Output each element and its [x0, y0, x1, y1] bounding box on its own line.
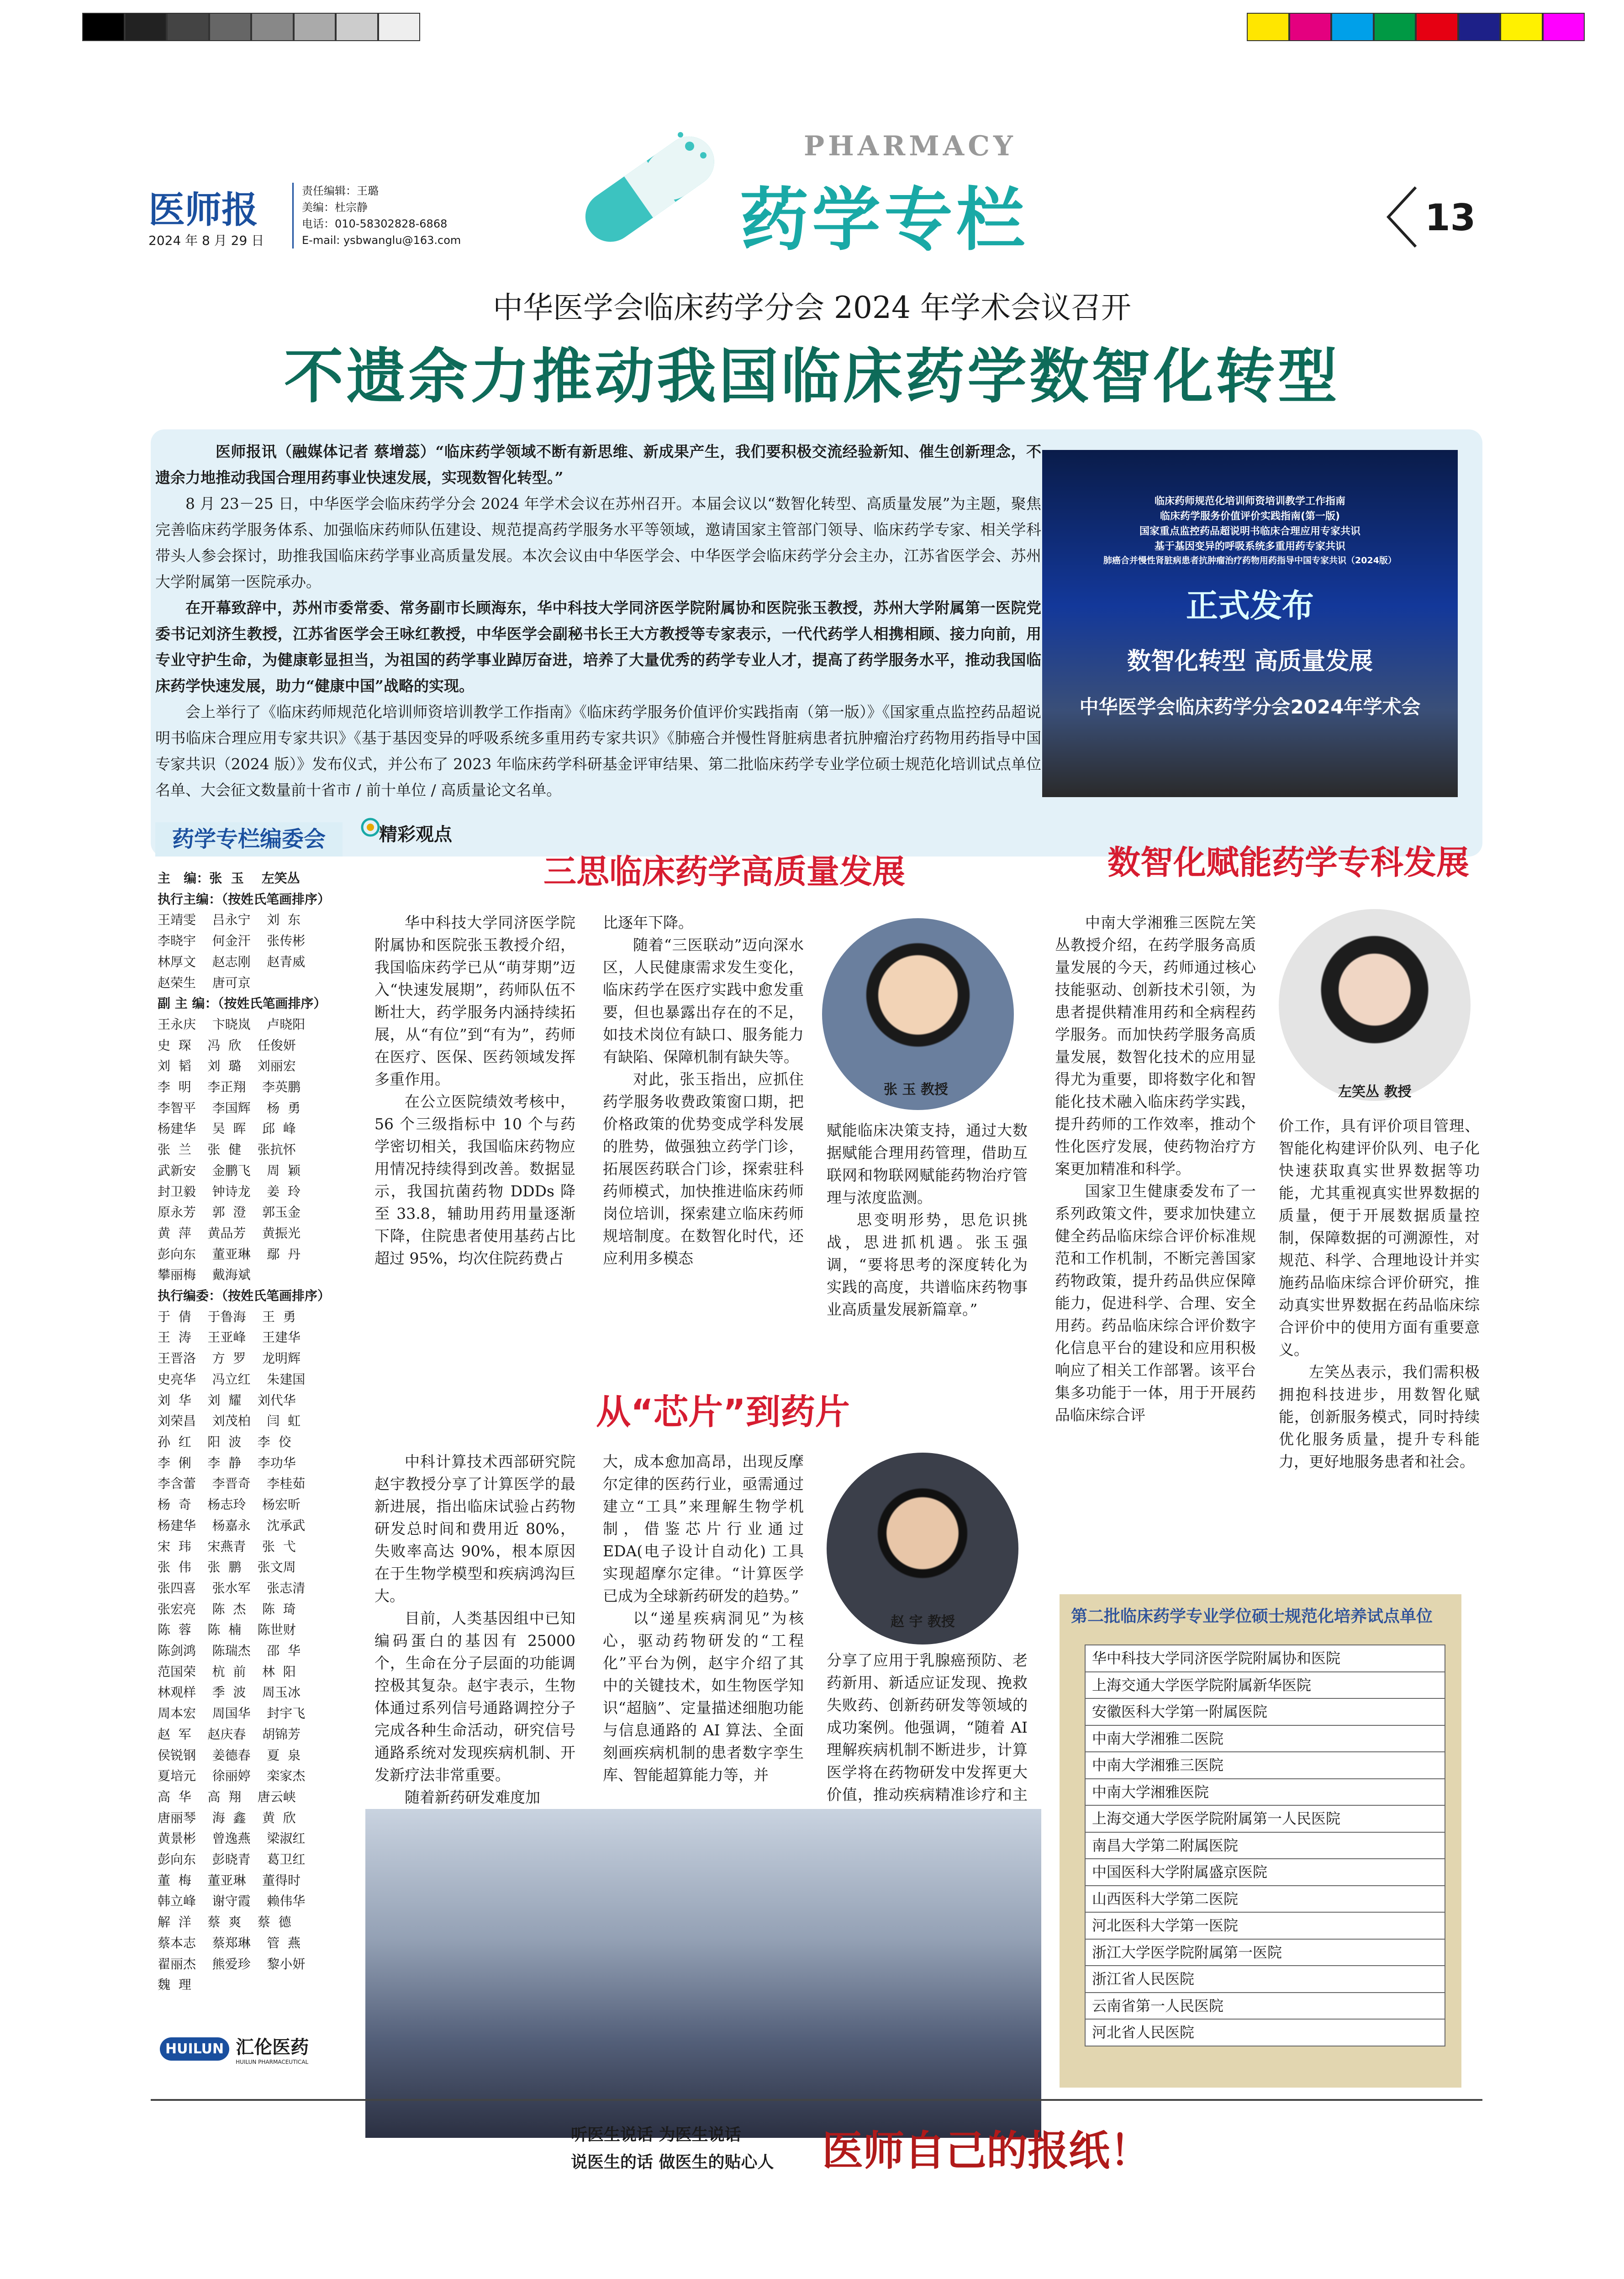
stage-text: 临床药师规范化培训师资培训教学工作指南	[1154, 496, 1345, 507]
article-column	[603, 911, 804, 1269]
committee-line: 孙 红 阳 波 李 佼	[158, 1434, 291, 1449]
stage-text: 临床药学服务价值评价实践指南(第一版)	[1160, 511, 1340, 522]
committee-line: 周本宏 周国华 封宇飞	[158, 1706, 306, 1721]
capsule-icon	[562, 128, 735, 247]
committee-line: 张 兰 张 健 张抗怀	[158, 1142, 296, 1158]
article-column	[827, 1119, 1028, 1321]
page-chevron-icon	[1384, 185, 1420, 249]
article-paragraph: 华中科技大学同济医学院附属协和医院张玉教授介绍，我国临床药学已从“萌芽期”迈入“快速发展期”，药师队伍不断壮大，药学服务内涵持续拓展，从“有位”到“有为”，药师在医疗、医保、医药领域发挥多重作用。	[374, 914, 575, 1088]
committee-line: 张宏亮 陈 杰 陈 琦	[158, 1601, 296, 1617]
committee-line: 李晓宇 何金汗 张传彬	[158, 933, 306, 949]
committee-line: 赵 军 赵庆春 胡锦芳	[158, 1726, 301, 1742]
article-paragraph: 赋能临床决策支持，通过大数据赋能合理用药管理，借助互联网和物联网赋能药物治疗管理与浓度监测。	[827, 1121, 1028, 1206]
committee-line: 原永芳 郭 澄 郭玉金	[158, 1205, 301, 1220]
committee-line: 武新安 金鹏飞 周 颖	[158, 1163, 301, 1178]
spiral-icon	[361, 818, 380, 837]
stage-text: 正式发布	[1186, 587, 1314, 624]
pilot-unit-row: 中南大学湘雅三医院	[1085, 1751, 1445, 1778]
committee-line: 刘荣昌 刘茂柏 闫 虹	[158, 1413, 301, 1429]
committee-line: 赵荣生 唐可京	[158, 975, 251, 990]
article-column	[374, 911, 575, 1269]
intro-paragraph: 8 月 23－25 日，中华医学会临床药学分会 2024 年学术会议在苏州召开。本届会议以“数智化转型、高质量发展”为主题，聚焦完善临床药学服务体系、加强临床药师队伍建设、规范提高药学服务水平等领域，邀请国家主管部门领导、临床药学专家、相关学科带头人参会探讨，助推我国临床药学事业高质量发展。本次会议由中华医学会、中华医学会临床药学分会主办，江苏省医学会、苏州大学附属第一医院承办。	[155, 495, 1041, 591]
footer-slogan: 医师自己的报纸！	[822, 2126, 1151, 2175]
committee-line: 王靖雯 吕永宁 刘 东	[158, 912, 301, 928]
committee-line: 黄景彬 曾逸燕 梁淑红	[158, 1831, 306, 1846]
article-column	[827, 1649, 1028, 1828]
sponsor-brand-cn: 汇伦医药	[236, 2036, 309, 2058]
article-title: 数智化赋能药学专科发展	[1107, 843, 1470, 882]
committee-line: 张 伟 张 鹏 张文周	[158, 1560, 296, 1575]
committee-line: 李智平 李国辉 杨 勇	[158, 1100, 301, 1116]
pilot-unit-row: 南昌大学第二附属医院	[1085, 1832, 1445, 1859]
committee-line: 宋 玮 宋燕青 张 弋	[158, 1539, 296, 1554]
pilot-unit-row: 中南大学湘雅医院	[1085, 1778, 1445, 1805]
issue-date: 2024 年 8 月 29 日	[148, 233, 264, 248]
article-paragraph: 以“递星疾病洞见”为核心，驱动药物研发的“工程化”平台为例，赵宇介绍了其中的关键技术，如生物医学知识“超脑”、定量描述细胞功能与信息通路的 AI 算法、全面刻画疾病机制的患者数字孪生库、智能超算能力等，并	[603, 1609, 804, 1784]
section-name-cn: 药学专栏	[740, 180, 1029, 260]
newspaper-logo: 医师报	[148, 189, 258, 231]
committee-line: 陈 蓉 陈 楠 陈世财	[158, 1622, 296, 1638]
article-paragraph: 左笑丛表示，我们需积极拥抱科技进步，用数智化赋能，创新服务模式，同时持续优化服务质量，提升专科能力，更好地服务患者和社会。	[1279, 1363, 1480, 1470]
committee-line: 林观样 季 波 周玉冰	[158, 1685, 301, 1700]
article-column	[603, 1450, 804, 1786]
article-paragraph: 随着新药研发难度加	[405, 1788, 540, 1806]
article-paragraph: 分享了应用于乳腺癌预防、老药新用、新适应证发现、挽救失败药、创新药研发等领域的成功案例。他强调，“随着 AI 理解疾病机制不断进步，计算医学将在药物研发中发挥更大价值，推动疾病精准诊疗和主	[827, 1651, 1028, 1803]
article-column	[374, 1450, 575, 1808]
article-paragraph: 中科计算技术西部研究院赵宇教授分享了计算医学的最新进展，指出临床试验占药物研发总时间和费用近 80%，失败率高达 90%，根本原因在于生物学模型和疾病鸿沟巨大。	[374, 1453, 575, 1605]
intro-paragraph: 医师报讯（融媒体记者 蔡增蕊）“临床药学领域不断有新思维、新成果产生，我们要积极交流经验新知、催生创新理念，不遗余力地推动我国合理用药事业快速发展，实现数智化转型。”	[155, 443, 1041, 486]
committee-list	[158, 868, 349, 1995]
committee-line: 蔡本志 蔡郑琳 管 燕	[158, 1935, 301, 1951]
committee-line: 刘 韬 刘 璐 刘丽宏	[158, 1058, 296, 1074]
committee-line: 执行编委：（按姓氏笔画排序）	[158, 1288, 331, 1304]
article-column	[1279, 1115, 1480, 1473]
committee-line: 唐丽琴 海 鑫 黄 欣	[158, 1810, 296, 1825]
article-paragraph: 在公立医院绩效考核中，56 个三级指标中 10 个与药学密切相关，我国临床药物应用情况持续得到改善。数据显示，我国抗菌药物 DDDs 降至 33.8，辅助用药用量逐渐下降，住院患者使用基药占比超过 95%，均次住院药费占	[374, 1093, 575, 1267]
article-paragraph: 比逐年下降。	[603, 914, 693, 931]
article-title: 从“芯片”到药片	[596, 1391, 850, 1432]
committee-line: 侯锐钢 姜德春 夏 泉	[158, 1747, 301, 1763]
article-paragraph: 思变明形势，思危识挑战，思进抓机遇。张玉强调，“要将思考的深度转化为实践的高度，共谱临床药物事业高质量发展新篇章。”	[827, 1211, 1028, 1318]
pilot-units-title: 第二批临床药学专业学位硕士规范化培养试点单位	[1071, 1607, 1433, 1626]
article-paragraph: 价工作，具有评价项目管理、智能化构建评价队列、电子化快速获取真实世界数据等功能，尤其重视真实世界数据的质量，便于开展数据质量控制，保障数据的可溯源性，对规范、科学、合理地设计并实施药品临床综合评价研究，推动真实世界数据在药品临床综合评价中的使用方面有重要意义。	[1279, 1117, 1480, 1359]
portrait-caption: 赵 宇 教授	[891, 1614, 955, 1630]
headline-title: 不遗余力推动我国临床药学数智化转型	[284, 342, 1340, 411]
committee-line: 史 琛 冯 欣 任俊妍	[158, 1037, 296, 1053]
pilot-unit-row: 华中科技大学同济医学院附属协和医院	[1085, 1644, 1445, 1671]
intro-text	[155, 439, 1041, 803]
portrait-caption: 左笑丛 教授	[1338, 1084, 1412, 1100]
committee-line: 魏 理	[158, 1977, 191, 1993]
pilot-unit-row: 上海交通大学医学院附属新华医院	[1085, 1671, 1445, 1698]
article-paragraph: 对此，张玉指出，应抓住药学服务收费政策窗口期，把价格政策的优势变成学科发展的胜势，做强独立药学门诊，拓展医药联合门诊，探索驻科药师模式，加快推进临床药师岗位培训，探索建立临床药师规培制度。在数智化时代，还应利用多模态	[603, 1070, 804, 1267]
article-column	[1055, 911, 1256, 1426]
committee-line: 攀丽梅 戴海斌	[158, 1267, 251, 1283]
committee-line: 范国荣 杭 前 林 阳	[158, 1664, 296, 1679]
pilot-unit-row: 云南省第一人民医院	[1085, 1992, 1445, 2019]
portrait-zuo-xiaocong	[1279, 909, 1471, 1101]
committee-line: 董 梅 董亚琳 董得时	[158, 1872, 301, 1888]
article-paragraph: 大，成本愈加高昂，出现反摩尔定律的医药行业，亟需通过建立“工具”来理解生物学机制，借鉴芯片行业通过 EDA(电子设计自动化) 工具实现超摩尔定律。“计算医学已成为全球新药研发的趋势。”	[603, 1453, 804, 1605]
headline-kicker: 中华医学会临床药学分会 2024 年学术会议召开	[493, 290, 1131, 325]
committee-line: 史亮华 冯立红 朱建国	[158, 1371, 306, 1387]
registration-bar-gray	[82, 13, 420, 41]
committee-line: 杨建华 杨嘉永 沈承武	[158, 1518, 306, 1533]
editor-name: 责任编辑：王璐	[302, 185, 379, 197]
pilot-unit-row: 中南大学湘雅二医院	[1085, 1725, 1445, 1752]
committee-line: 李含蕾 李晋奇 李桂茹	[158, 1476, 306, 1491]
committee-title: 药学专栏编委会	[155, 822, 343, 857]
committee-line: 高 华 高 翔 唐云峡	[158, 1789, 296, 1804]
footer-rule	[151, 2099, 1482, 2101]
pilot-unit-row: 上海交通大学医学院附属第一人民医院	[1085, 1805, 1445, 1832]
pilot-unit-row: 河北省人民医院	[1085, 2019, 1445, 2046]
committee-line: 封卫毅 钟诗龙 姜 玲	[158, 1184, 301, 1199]
pilot-unit-row: 山西医科大学第二医院	[1085, 1885, 1445, 1912]
pilot-unit-row: 浙江省人民医院	[1085, 1965, 1445, 1992]
committee-line: 韩立峰 谢守霞 赖伟华	[158, 1893, 306, 1909]
pilot-unit-row: 浙江大学医学院附属第一医院	[1085, 1939, 1445, 1966]
committee-line: 陈剑鸿 陈瑞杰 邵 华	[158, 1643, 301, 1659]
committee-line: 于 倩 于鲁海 王 勇	[158, 1309, 296, 1324]
article-paragraph: 中南大学湘雅三医院左笑丛教授介绍，在药学服务高质量发展的今天，药师通过核心技能驱动、创新技术引领，为患者提供精准用药和全病程药学服务。而加快药学服务高质量发展，数智化技术的应用显得尤为重要，即将数字化和智能化技术融入临床药学实践，提升药师的工作效率，推动个性化医疗发展，使药物治疗方案更加精准和科学。	[1055, 914, 1256, 1178]
article-paragraph: 国家卫生健康委发布了一系列政策文件，要求加快建立健全药品临床综合评价标准规范和工作机制，不断完善国家药物政策，提升药品供应保障能力，促进科学、合理、安全用药。药品临床综合评价数字化信息平台的建设和应用积极响应了相关工作部署。该平台集多功能于一体，用于开展药品临床综合评	[1055, 1182, 1256, 1424]
committee-line: 李 明 李正翔 李英鹏	[158, 1079, 301, 1095]
committee-line: 黄 萍 黄品芳 黄振光	[158, 1225, 301, 1241]
committee-line: 翟丽杰 熊爱珍 黎小妍	[158, 1956, 306, 1972]
editor-phone: 电话：010-58302828-6868	[302, 217, 448, 230]
editor-email: E-mail: ysbwanglu@163.com	[302, 234, 461, 247]
sponsor-sub: HUILUN PHARMACEUTICAL	[236, 2058, 309, 2065]
committee-line: 彭向东 彭晓青 葛卫红	[158, 1852, 306, 1867]
pilot-units-list	[1085, 1644, 1445, 2046]
footer-motto: 说医生的话 做医生的贴心人	[571, 2152, 774, 2172]
committee-line: 杨建华 吴 晖 邱 峰	[158, 1121, 296, 1137]
committee-line: 杨 奇 杨志玲 杨宏昕	[158, 1497, 301, 1512]
footer-motto: 听医生说话 为医生说话	[571, 2125, 741, 2144]
stage-text: 国家重点监控药品超说明书临床合理应用专家共识	[1139, 526, 1360, 537]
committee-line: 副 主 编：（按姓氏笔画排序）	[158, 996, 327, 1011]
committee-line: 执行主编：（按姓氏笔画排序）	[158, 891, 331, 907]
intro-paragraph: 在开幕致辞中，苏州市委常委、常务副市长顾海东，华中科技大学同济医学院附属协和医院张玉教授，苏州大学附属第一医院党委书记刘济生教授，江苏省医学会王咏红教授，中华医学会副秘书长王大方教授等专家表示，一代代药学人相携相顾、接力向前，用专业守护生命，为健康彰显担当，为祖国的药学事业踔厉奋进，培养了大量优秀的药学专业人才，提高了药学服务水平，推动我国临床药学快速发展，助力“健康中国”战略的实现。	[155, 599, 1041, 695]
committee-line: 王永庆 卞晓岚 卢晓阳	[158, 1016, 306, 1032]
committee-line: 张四喜 张水军 张志清	[158, 1580, 306, 1596]
pilot-unit-row: 安徽医科大学第一附属医院	[1085, 1698, 1445, 1725]
sponsor-logo	[160, 2028, 343, 2069]
pilot-unit-row: 河北医科大学第一医院	[1085, 1912, 1445, 1939]
intro-paragraph: 会上举行了《临床药师规范化培训师资培训教学工作指南》《临床药学服务价值评价实践指南（第一版）》《国家重点监控药品超说明书临床合理应用专家共识》《基于基因变异的呼吸系统多重用药专家共识》《肺癌合并慢性肾脏病患者抗肿瘤治疗药物用药指导中国专家共识（2024 版）》发布仪式，并公布了 2023 年临床药学科研基金评审结果、第二批临床药学专业学位硕士规范化培训试点单位名单、大会征文数量前十省市 / 前十单位 / 高质量论文名单。	[155, 703, 1041, 799]
section-tag: 精彩观点	[379, 824, 452, 845]
committee-line: 王晋洛 方 罗 龙明辉	[158, 1351, 301, 1366]
committee-line: 林厚文 赵志刚 赵青威	[158, 954, 306, 969]
page-number: 13	[1425, 196, 1476, 239]
committee-line: 彭向东 董亚琳 鄢 丹	[158, 1246, 301, 1262]
sponsor-brand-en: HUILUN	[160, 2037, 229, 2061]
committee-line: 王 涛 王亚峰 王建华	[158, 1330, 301, 1345]
stage-text: 基于基因变异的呼吸系统多重用药专家共识	[1154, 541, 1345, 552]
committee-line: 刘 华 刘 耀 刘代华	[158, 1392, 296, 1408]
article-paragraph: 目前，人类基因组中已知编码蛋白的基因有 25000 个，生命在分子层面的功能调控极其复杂。赵宇表示，生物体通过系列信号通路调控分子完成各种生命活动，研究信号通路系统对发现疾病机制、开发新疗法非常重要。	[374, 1609, 575, 1784]
stage-text: 肺癌合并慢性肾脏病患者抗肿瘤治疗药物用药指导中国专家共识（2024版）	[1103, 555, 1397, 566]
section-name-en: PHARMACY	[804, 130, 1017, 162]
conference-stage-photo	[1042, 450, 1458, 797]
stage-text: 中华医学会临床药学分会2024年学术会	[1079, 696, 1421, 718]
editor-info	[292, 183, 461, 249]
art-editor-name: 美编：杜宗静	[302, 201, 368, 214]
pilot-unit-row: 中国医科大学附属盛京医院	[1085, 1858, 1445, 1885]
registration-bar-color	[1247, 13, 1585, 41]
committee-line: 解 洋 蔡 爽 蔡 德	[158, 1914, 291, 1930]
article-paragraph: 随着“三医联动”迈向深水区，人民健康需求发生变化，临床药学在医疗实践中愈发重要，但也暴露出存在的不足，如技术岗位有缺口、服务能力有缺陷、保障机制有缺失等。	[603, 936, 804, 1066]
committee-line: 主 编：张 玉 左笑丛	[158, 871, 300, 886]
committee-line: 夏培元 徐丽婷 栾家杰	[158, 1768, 306, 1784]
committee-line: 李 俐 李 静 李功华	[158, 1455, 296, 1470]
conference-audience-photo	[365, 1809, 1041, 2138]
portrait-caption: 张 玉 教授	[884, 1082, 948, 1098]
article-title: 三思临床药学高质量发展	[543, 852, 906, 891]
stage-text: 数智化转型 高质量发展	[1127, 648, 1373, 675]
